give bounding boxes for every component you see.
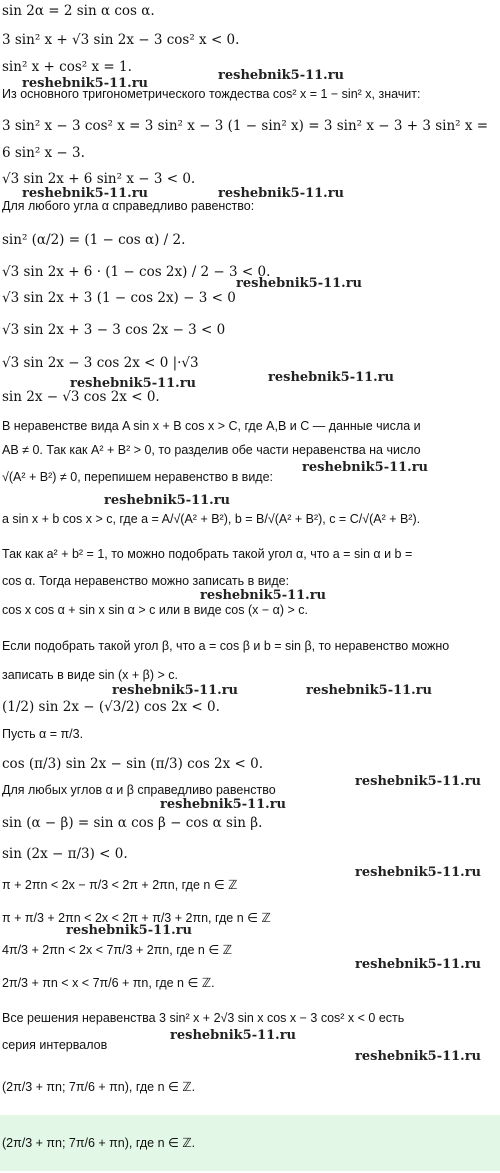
watermark: reshebnik5-11.ru	[355, 774, 482, 789]
formula-line: √3 sin 2x − 3 cos 2x < 0 |·√3	[2, 355, 199, 371]
text-line: 2π/3 + πn < x < 7π/6 + πn, где n ∈ ℤ.	[2, 976, 215, 990]
text-line: cos α. Тогда неравенство можно записать в виде:	[2, 574, 290, 588]
text-line: серия интервалов	[2, 1038, 108, 1052]
watermark: reshebnik5-11.ru	[355, 865, 482, 880]
watermark: reshebnik5-11.ru	[112, 683, 239, 698]
watermark: reshebnik5-11.ru	[268, 370, 395, 385]
formula-line: sin (α − β) = sin α cos β − cos α sin β.	[2, 815, 263, 831]
watermark: reshebnik5-11.ru	[170, 1028, 297, 1043]
text-line: Для любых углов α и β справедливо равенство	[2, 783, 276, 797]
formula-line: √3 sin 2x + 3 (1 − cos 2x) − 3 < 0	[2, 290, 236, 306]
watermark: reshebnik5-11.ru	[22, 186, 149, 201]
text-line: cos x cos α + sin x sin α > c или в виде cos (x − α) > c.	[2, 603, 308, 617]
text-line: В неравенстве вида A sin x + B cos x > C, где A,B и C — данные числа и	[2, 419, 421, 433]
text-line: Из основного тригонометрического тождества cos² x = 1 − sin² x, значит:	[2, 87, 421, 101]
formula-line: 6 sin² x − 3.	[2, 145, 85, 161]
formula-line: 3 sin² x + √3 sin 2x − 3 cos² x < 0.	[2, 32, 240, 48]
text-line: Пусть α = π/3.	[2, 727, 84, 741]
watermark: reshebnik5-11.ru	[70, 376, 197, 391]
watermark: reshebnik5-11.ru	[302, 460, 429, 475]
watermark: reshebnik5-11.ru	[218, 68, 345, 83]
text-line: 4π/3 + 2πn < 2x < 7π/3 + 2πn, где n ∈ ℤ	[2, 943, 232, 957]
text-line: Все решения неравенства 3 sin² x + 2√3 sin x cos x − 3 cos² x < 0 есть	[2, 1011, 405, 1025]
answer-line: (2π/3 + πn; 7π/6 + πn), где n ∈ ℤ.	[2, 1136, 196, 1150]
text-line: AB ≠ 0. Так как A² + B² > 0, то разделив обе части неравенства на число	[2, 443, 421, 457]
formula-line: sin 2α = 2 sin α cos α.	[2, 3, 155, 19]
formula-line: (1/2) sin 2x − (√3/2) cos 2x < 0.	[2, 699, 220, 715]
formula-line: cos (π/3) sin 2x − sin (π/3) cos 2x < 0.	[2, 756, 264, 772]
formula-line: √3 sin 2x + 3 − 3 cos 2x − 3 < 0	[2, 322, 226, 338]
text-line: π + π/3 + 2πn < 2x < 2π + π/3 + 2πn, где n ∈ ℤ	[2, 911, 271, 925]
text-line: Если подобрать такой угол β, что a = cos β и b = sin β, то неравенство можно	[2, 639, 450, 653]
text-line: π + 2πn < 2x − π/3 < 2π + 2πn, где n ∈ ℤ	[2, 878, 238, 892]
formula-line: sin (2x − π/3) < 0.	[2, 846, 128, 862]
text-line: Так как a² + b² = 1, то можно подобрать такой угол α, что a = sin α и b =	[2, 547, 413, 561]
text-line: √(A² + B²) ≠ 0, перепишем неравенство в виде:	[2, 470, 274, 484]
text-line: a sin x + b cos x > c, где a = A/√(A² + B²), b = B/√(A² + B²), c = C/√(A² + B²).	[2, 512, 421, 526]
watermark: reshebnik5-11.ru	[306, 683, 433, 698]
text-line: (2π/3 + πn; 7π/6 + πn), где n ∈ ℤ.	[2, 1080, 196, 1094]
watermark: reshebnik5-11.ru	[160, 797, 287, 812]
formula-line: √3 sin 2x + 6 · (1 − cos 2x) / 2 − 3 < 0.	[2, 264, 271, 280]
text-line: записать в виде sin (x + β) > c.	[2, 668, 178, 682]
formula-line: √3 sin 2x + 6 sin² x − 3 < 0.	[2, 171, 196, 187]
watermark: reshebnik5-11.ru	[355, 957, 482, 972]
watermark: reshebnik5-11.ru	[200, 588, 327, 603]
formula-line: sin 2x − √3 cos 2x < 0.	[2, 389, 160, 405]
watermark: reshebnik5-11.ru	[355, 1049, 482, 1064]
watermark: reshebnik5-11.ru	[236, 276, 363, 291]
watermark: reshebnik5-11.ru	[66, 923, 193, 938]
formula-line: sin² (α/2) = (1 − cos α) / 2.	[2, 232, 186, 248]
formula-line: sin² x + cos² x = 1.	[2, 59, 132, 75]
text-line: Для любого угла α справедливо равенство:	[2, 199, 255, 213]
watermark: reshebnik5-11.ru	[104, 493, 231, 508]
watermark: reshebnik5-11.ru	[218, 186, 345, 201]
formula-line: 3 sin² x − 3 cos² x = 3 sin² x − 3 (1 − sin² x) = 3 sin² x − 3 + 3 sin² x =	[2, 118, 489, 134]
watermark: reshebnik5-11.ru	[22, 76, 149, 91]
